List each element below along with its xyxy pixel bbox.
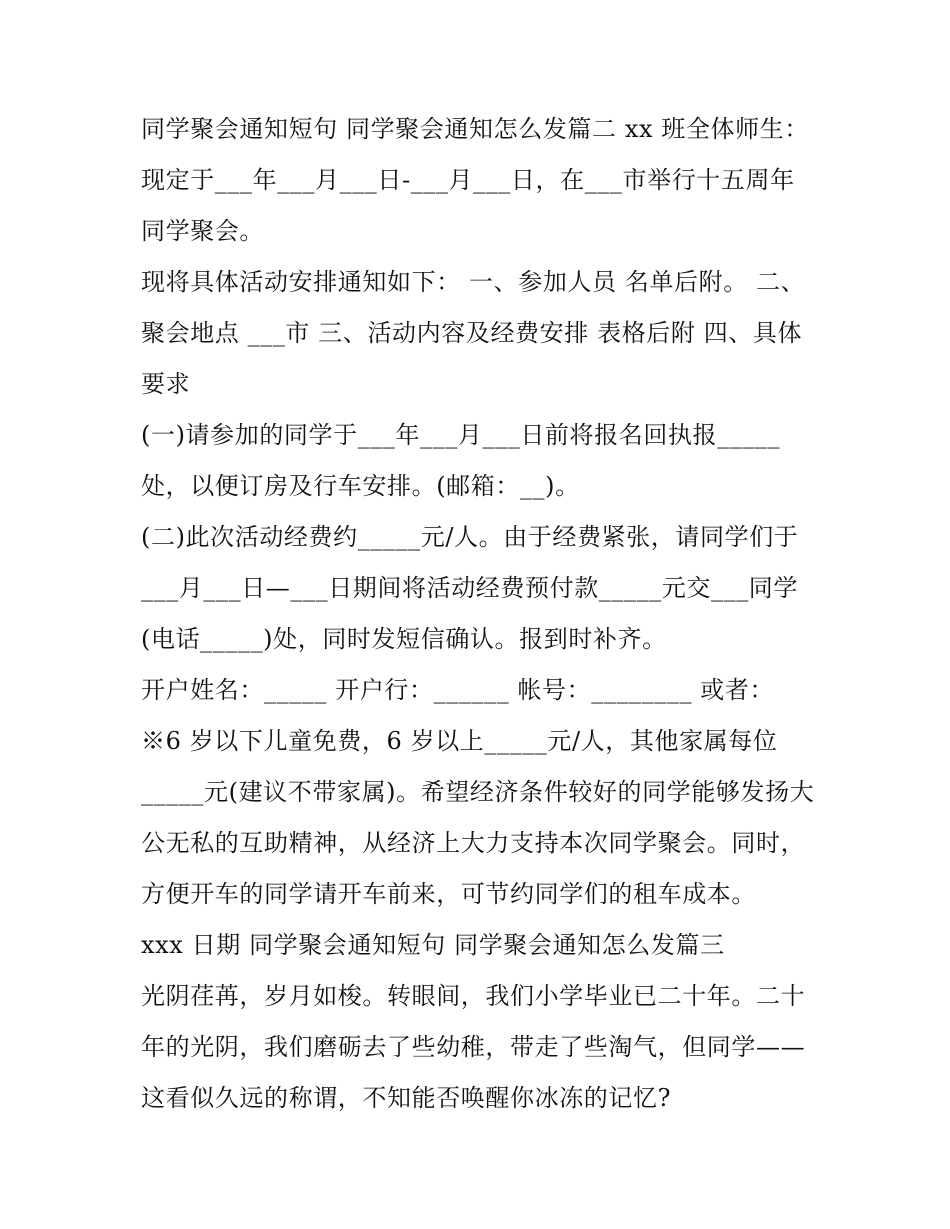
- text-line: (电话_____)处，同时发短信确认。报到时补齐。: [141, 625, 667, 653]
- text-line: 处，以便订房及行车安排。(邮箱：__)。: [141, 472, 580, 500]
- text-line: ___月___日—___日期间将活动经费预付款_____元交___同学: [141, 574, 798, 602]
- text-line: _____元(建议不带家属)。希望经济条件较好的同学能够发扬大: [141, 778, 815, 806]
- text-line: 同学聚会。: [141, 217, 264, 245]
- text-line: (二)此次活动经费约_____元/人。由于经费紧张，请同学们于: [141, 523, 799, 551]
- text-line: 光阴荏苒，岁月如梭。转眼间，我们小学毕业已二十年。二十: [141, 982, 806, 1010]
- text-line: 公无私的互助精神，从经济上大力支持本次同学聚会。同时，: [141, 829, 806, 857]
- text-line: 方便开车的同学请开车前来，可节约同学们的租车成本。: [141, 880, 756, 908]
- text-line: 现定于___年___月___日-___月___日，在___市举行十五周年: [141, 166, 795, 194]
- text-line: 要求: [141, 370, 191, 398]
- text-line: 年的光阴，我们磨砺去了些幼稚，带走了些淘气，但同学——: [141, 1033, 806, 1061]
- text-line: xxx 日期 同学聚会通知短句 同学聚会通知怎么发篇三: [141, 931, 725, 959]
- text-line: (一)请参加的同学于___年___月___日前将报名回执报_____: [141, 421, 781, 449]
- text-line: ※6 岁以下儿童免费，6 岁以上_____元/人，其他家属每位: [141, 727, 778, 755]
- text-line: 聚会地点 ___市 三、活动内容及经费安排 表格后附 四、具体: [141, 319, 803, 347]
- text-line: 现将具体活动安排通知如下： 一、参加人员 名单后附。 二、: [141, 268, 806, 296]
- text-line: 开户姓名：_____ 开户行：______ 帐号：________ 或者：: [141, 676, 775, 704]
- text-line: 这看似久远的称谓，不知能否唤醒你冰冻的记忆?: [141, 1084, 672, 1112]
- text-line: 同学聚会通知短句 同学聚会通知怎么发篇二 xx 班全体师生：: [141, 115, 809, 143]
